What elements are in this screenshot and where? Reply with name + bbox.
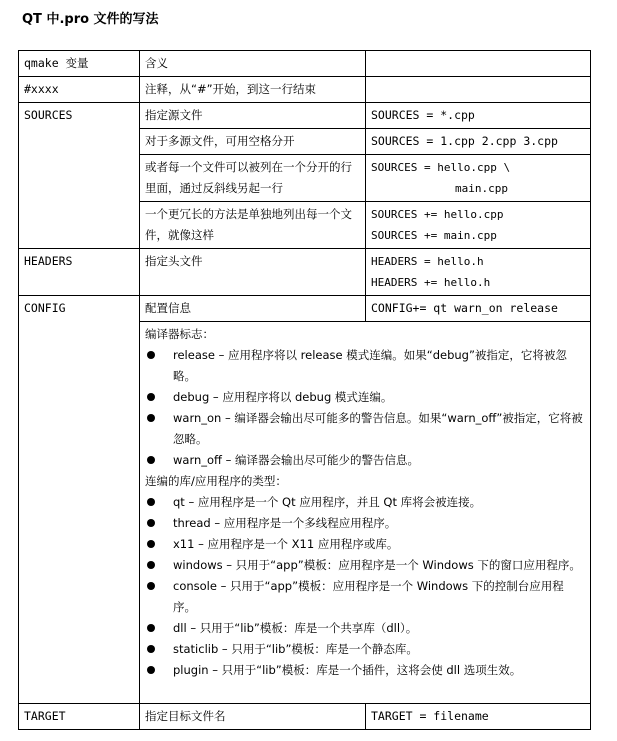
list-item <box>145 450 585 471</box>
meaning-cell: 对于多源文件，可用空格分开 <box>140 129 366 155</box>
header-variable: qmake 变量 <box>19 51 140 77</box>
example-line: SOURCES += main.cpp <box>371 229 497 242</box>
table-header-row <box>19 51 591 77</box>
example-cell <box>366 202 591 249</box>
config-details-cell <box>140 322 591 704</box>
list-item <box>145 555 585 576</box>
list-item <box>145 576 585 618</box>
compiler-flags-heading: 编译器标志： <box>145 327 214 341</box>
example-line: SOURCES += hello.cpp <box>371 208 504 221</box>
list-item-text: release – 应用程序将以 release 模式连编。如果“debug”被指定，它将被忽略。 <box>173 348 567 383</box>
list-item <box>145 387 585 408</box>
variable-cell: TARGET <box>19 704 140 730</box>
table-row <box>19 77 591 103</box>
bullet-icon <box>147 561 155 569</box>
list-item <box>145 639 585 660</box>
app-types-list <box>145 492 585 681</box>
list-item-text: debug – 应用程序将以 debug 模式连编。 <box>173 390 393 404</box>
compiler-flags-list <box>145 345 585 471</box>
example-line: HEADERS += hello.h <box>371 276 491 289</box>
bullet-icon <box>147 498 155 506</box>
list-item <box>145 513 585 534</box>
meaning-cell: 一个更冗长的方法是单独地列出每一个文件，就像这样 <box>140 202 366 249</box>
example-cell <box>366 249 591 296</box>
table-row <box>19 249 591 296</box>
bullet-icon <box>147 666 155 674</box>
bullet-icon <box>147 582 155 590</box>
list-item <box>145 345 585 387</box>
table-row <box>19 296 591 322</box>
app-types-heading: 连编的库/应用程序的类型： <box>145 474 287 488</box>
table-row <box>19 103 591 129</box>
list-item <box>145 660 585 681</box>
bullet-icon <box>147 351 155 359</box>
list-item-text: warn_on – 编译器会输出尽可能多的警告信息。如果“warn_off”被指定，它将被忽略。 <box>173 411 583 446</box>
header-meaning: 含义 <box>140 51 366 77</box>
example-line: main.cpp <box>455 182 508 195</box>
bullet-icon <box>147 456 155 464</box>
variable-cell: CONFIG <box>19 296 140 704</box>
meaning-cell: 或者每一个文件可以被列在一个分开的行里面，通过反斜线另起一行 <box>140 155 366 202</box>
document-title: QT 中.pro 文件的写法 <box>22 12 159 27</box>
meaning-cell: 配置信息 <box>140 296 366 322</box>
example-cell: TARGET = filename <box>366 704 591 730</box>
list-item-text: staticlib – 只用于“lib”模板：库是一个静态库。 <box>173 642 418 656</box>
list-item-text: plugin – 只用于“lib”模板：库是一个插件，这将会使 dll 选项生效。 <box>173 663 522 677</box>
meaning-cell: 指定头文件 <box>140 249 366 296</box>
list-item-text: windows – 只用于“app”模板：应用程序是一个 Windows 下的窗口应用程序。 <box>173 558 581 572</box>
list-item <box>145 492 585 513</box>
bullet-icon <box>147 519 155 527</box>
bullet-icon <box>147 393 155 401</box>
list-item-text: qt – 应用程序是一个 Qt 应用程序，并且 Qt 库将会被连接。 <box>173 495 482 509</box>
bullet-icon <box>147 540 155 548</box>
list-item-text: thread – 应用程序是一个多线程应用程序。 <box>173 516 397 530</box>
list-item-text: x11 – 应用程序是一个 X11 应用程序或库。 <box>173 537 399 551</box>
list-item <box>145 618 585 639</box>
example-cell <box>366 155 591 202</box>
meaning-cell: 指定源文件 <box>140 103 366 129</box>
example-cell: CONFIG+= qt warn_on release <box>366 296 591 322</box>
bullet-icon <box>147 624 155 632</box>
table-row <box>19 704 591 730</box>
example-line: HEADERS = hello.h <box>371 255 484 268</box>
example-line: SOURCES = hello.cpp \ <box>371 161 511 174</box>
list-item <box>145 534 585 555</box>
example-cell <box>366 77 591 103</box>
variable-cell: SOURCES <box>19 103 140 249</box>
bullet-icon <box>147 645 155 653</box>
meaning-cell: 注释，从“#”开始，到这一行结束 <box>140 77 366 103</box>
bullet-icon <box>147 414 155 422</box>
qmake-variables-table <box>18 50 591 730</box>
list-item <box>145 408 585 450</box>
list-item-text: console – 只用于“app”模板：应用程序是一个 Windows 下的控制台应用程序。 <box>173 579 564 614</box>
list-item-text: warn_off – 编译器会输出尽可能少的警告信息。 <box>173 453 420 467</box>
variable-cell: HEADERS <box>19 249 140 296</box>
example-cell: SOURCES = *.cpp <box>366 103 591 129</box>
header-example <box>366 51 591 77</box>
example-cell: SOURCES = 1.cpp 2.cpp 3.cpp <box>366 129 591 155</box>
meaning-cell: 指定目标文件名 <box>140 704 366 730</box>
variable-cell: #xxxx <box>19 77 140 103</box>
list-item-text: dll – 只用于“lib”模板：库是一个共享库（dll）。 <box>173 621 418 635</box>
